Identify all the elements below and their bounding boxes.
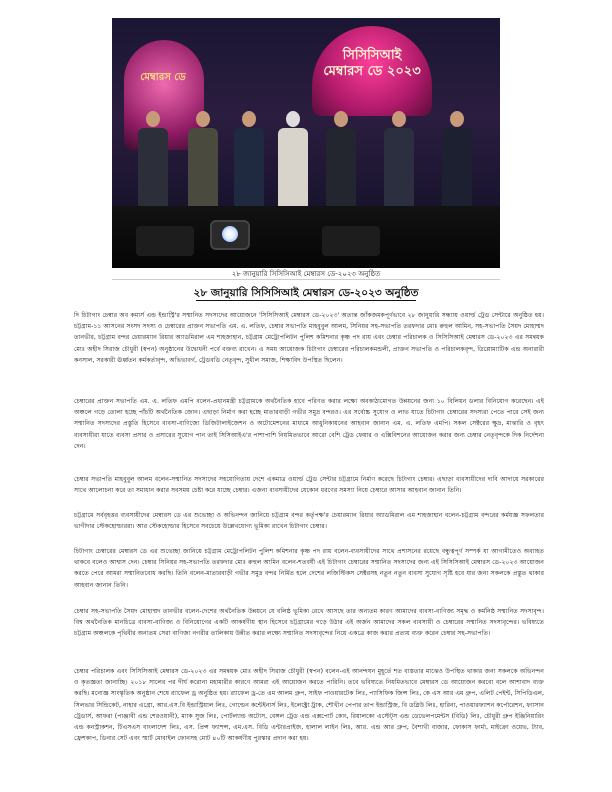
photo-caption: ২৮ জানুয়ারি সিসিসিআই মেম্বারস ডে-২০২৩ অনুষ্ঠিত bbox=[112, 268, 500, 280]
article-paragraph: চেম্বার পরিচালক এবং সিসিসিআই মেম্বারস ডে-২০২৩ এর সমন্বয়ক মোঃ অহীদ সিরাজ চৌধুরী (স্বপন) বলেন-এই আনন্দঘন মুহূর্তে শত ব্যস্ততার মাঝেও উপস্থিত থাকার জন্য সকলকে অভিনন্দন ও কৃতজ্ঞতা জানাচ্ছি। ২০১৮ সালের পর দীর্ঘ করোনা মহামারীর কারণে আমরা এই আয়োজন করতে পারিনি। তবে ভবিষ্যতে নিয়মিতভাবে মেম্বারস ডে আয়োজন করবো বলে আশাবাদ ব্যক্ত করছি। মনোজ্ঞ সাংস্কৃতিক অনুষ্ঠান শেষে র‍্যাফেল ড্র অনুষ্ঠিত হয়। র‍্যাফেল ড্র-তে এম আলম গ্রুপ, সাইফ পাওয়ারটেক লিঃ, প্যাসিফিক জিন্স লিঃ, কে এস আর এম গ্রুপ, এলিট পেইন্ট, সিপিডিএল, সিলভার সিন্ডিকেট, নাহার এগ্রো, আর.এস.বি ইন্ডাস্ট্রিয়াল লিঃ, গোল্ডেন কন্টেইনার্স লিঃ, ইলেক্ট্রো ট্রাক, শৌখীন পেপার তাপ ইন্ডাস্ট্রিজ, বি ডব্লিউ লিঃ, হারিনা, পাওয়ারফ্যাশন কর্পোরেশন, ফ্যাসান ট্রেডার্স, আফরা (পাঞ্জাবী এন্ড শেরওয়ানী), ম্যাক সুজ লিঃ, পোর্টল্যান্ড অটোস, বেঙ্গল ট্রেড এন্ড এক্সপোর্ট কোং, রিয়ালকো এস্টেট্‌স এন্ড ডেভেলপমেন্টস (বিডি) লিঃ, চৌধুরী গ্রুপ ইঞ্জিনিয়ারিং এন্ড কনস্ট্রাকশন, টিএসএস বাংলাদেশ লিঃ, এস. প্রিন্স ফ্যাশন্স, এম.এস. বিডি এন্টারপ্রাইজ, হালাল লাইন লিঃ, আর. এন্ড আর গ্রুপ, বৈশাখী বাজার, ফোকাস ফার্মা, মাইক্রো ওয়েভ, ট্যাব, ফ্রেশকাপ, ডিনার সেট এবং স্মার্ট মোবাইল ফোনসহ মোট ৪০টি আকর্ষণীয় পুরস্কার প্রদান করা হয়। bbox=[74, 668, 544, 743]
speaker-figure bbox=[278, 111, 308, 208]
article-paragraph: চেম্বারের প্রাক্তন সভাপতি এম. এ. লতিফ এমপি বলেন-প্রধানমন্ত্রী চট্টগ্রামকে অর্থনৈতিক হাবে পরিণত করার লক্ষ্যে অবকাঠামোগত উন্নয়নের জন্য ১০ বিলিয়ন ডলার বিনিয়োগ করেছেন। এই অঞ্চলে গড়ে তোলা হচ্ছে পাঁচটি অর্থনৈতিক জোন। এছাড়া নির্মাণ করা হচ্ছে মাতারবাড়ী গভীর সমুদ্র বন্দরও। এর সর্বোচ্চ সুযোগ ও লাভ যাতে চিটাগাং চেম্বারের সদস্যরা পেতে পারে সেই জন্য সম্মানিত সদস্যদের প্রস্তুতি হিসেবে ব্যবসা-বাণিজ্যে ডিজিটালাইজেশন ও অটোমেশনের মাধ্যমে আধুনিকায়নের আহবান জানান এম. এ. লতিফ এমপি। সকল সেক্টরের ক্ষুদ্র, মাঝারি ও বৃহৎ ব্যবসায়ীরা যাতে ব্যবসা প্রসার ও প্রসারের সুযোগ পান তাই সিসিআইএ'র পাশাপাশি নিয়মিতভাবে আরো বেশি ট্রেড ফেয়ার ও এক্সিবিশনের আয়োজন করার জন্য চেম্বার নেতৃবৃন্দকে দিক নির্দেশনা দেন। bbox=[74, 398, 544, 450]
article-title: ২৮ জানুয়ারি সিসিসিআই মেম্বারস ডে-২০২৩ অনুষ্ঠিত bbox=[193, 287, 419, 299]
article-paragraph: চিটাগাং চেম্বারের মেম্বারস ডে এর শুভেচ্ছা জানিয়ে চট্টগ্রাম মেট্রোপলিটন পুলিশ কমিশনার কৃষ্ণ পদ রায় বলেন-ব্যবসায়ীদের সাথে প্রশাসনের রয়েছে বন্ধুত্বপূর্ণ সম্পর্ক যা আগামীতেও অব্যাহত থাকবে বলেও আশ্বাস দেন। চেম্বার সিনিয়র সহ-সভাপতি তরফদার মোঃ রুহুল আমিন বলেন-শতবর্ষী এই চিটাগাং চেম্বারের সম্মানিত সদস্যদের জন্য এই সিসিসিআই মেম্বারস ডে-২০২৩ আয়োজন করতে পেরে আমরা সম্মানিতবোধ করছি। তিনি বলেন-মাতারবাড়ী গভীর সমুদ্র বন্দর নির্মিত হলে দেশের লজিস্টিকস সেক্টরসহ নতুন নতুন ব্যবসা সুযোগ সৃষ্টি হবে যার জন্য সকলকে প্রস্তুত থাকার আহবান জানান তিনি। bbox=[74, 548, 544, 589]
article-paragraph: চেম্বার সহ-সভাপতি সৈয়দ মোহাম্মদ তানভীর বলেন-দেশের অর্থনৈতিক উন্নয়নে যে বলিষ্ঠ ভূমিকা রেখে আসছে তার অন্যতম কারণ আমাদের ব্যবসা-বাণিজ্য সমৃদ্ধ ও কর্মনিষ্ঠ সম্মানিত সদস্যবৃন্দ। বিশ্ব অর্থনৈতিক মানচিত্রে ব্যবসা-বাণিজ্য ও বিনিয়োগের একটি আকর্ষণীয় স্থান হিসেবে চট্টগ্রামের গড়ে উঠার এই অর্জন আমাদের সকল ব্যবসায়ী ও চেম্বারের সম্মানিত সদস্যবৃন্দের। ভবিষ্যতে চট্টগ্রাম অঞ্চলকে পৃথিবীর অন্যতম সেরা বাণিজ্য নগরীর তালিকায় উন্নীত করার লক্ষ্যে সম্মানিত সদস্যবৃন্দের নিয়ে একত্রে কাজ করার প্রত্যয় ব্যক্ত করেন চেম্বার সহ-সভাপতি। bbox=[74, 608, 544, 638]
guest-figure bbox=[234, 111, 264, 208]
stage-light-lens bbox=[222, 226, 238, 242]
guest-figure bbox=[138, 111, 168, 208]
title-underline bbox=[196, 300, 416, 301]
event-photo bbox=[112, 18, 500, 268]
article-paragraph: চট্টগ্রামে সর্ববৃহত্তর ব্যবসায়ীদের মেম্বারস ডে এর শুভেচ্ছা ও অভিনন্দন জানিয়ে চট্টগ্রাম বন্দর কর্তৃপক্ষ'র চেয়ারম্যান রিয়ার অ্যাডমিরাল এম শাহজাহান বলেন-চট্টগ্রাম বন্দরের কর্মযজ্ঞ সফলতার ভাগীদার স্টেকহোল্ডাররা। আর স্টেকহোল্ডার হিসেবে সবচেয়ে উল্লেখযোগ্য ভূমিকা রাখেন চিটাগাং চেম্বার। bbox=[74, 512, 544, 531]
guest-figure bbox=[188, 111, 218, 208]
guest-figure bbox=[442, 111, 472, 208]
article-paragraph: চেম্বার সভাপতি মাহবুবুল আলম বলেন-সম্মানিত সদস্যদের সহযোগিতায় দেশে একমাত্র ওয়ার্ল্ড ট্রেড সেন্টার চট্টগ্রামে নির্মাণ করেছে চিটাগাং চেম্বার। এছাড়া ব্যবসায়ীদের দাবি আদায়ে সরকারের সাথে আলোচনা করে তা সমাধান করার সবসময় চেষ্টা করে যাচ্ছে চেম্বার। এজন্য ব্যবসায়ীদের যেকোন ধরণের সমস্যা নিয়ে চেম্বারে আসার আহবান জানান তিনি। bbox=[74, 476, 544, 495]
left-banner-text: মেম্বারস ডে bbox=[140, 72, 186, 83]
banner-text: সিসিসিআই মেম্বারস ডে ২০২৩ bbox=[323, 48, 421, 79]
guest-figure bbox=[326, 111, 356, 208]
stage-speaker bbox=[322, 226, 380, 256]
guest-figure bbox=[384, 111, 414, 208]
stage-speaker bbox=[136, 226, 194, 256]
article-paragraph: দি চিটাগাং চেম্বার অব কমার্স এন্ড ইন্ডাস্ট্রি'র সম্মানিত সদস্যদের আয়োজনে 'সিসিসিআই মেম্বারস ডে-২০২৩' অত্যন্ত জাঁকজমকপূর্ণভাবে ২৮ জানুয়ারি সন্ধ্যায় ওয়ার্ল্ড ট্রেড সেন্টারে অনুষ্ঠিত হয়। চট্টগ্রাম-১১ আসনের সংসদ সদস্য ও চেম্বারের প্রাক্তন সভাপতি এম. এ. লতিফ, চেম্বার সভাপতি মাহবুবুল আলম, সিনিয়র সহ-সভাপতি তরফদার মোঃ রুহুল আমিন, সহ-সভাপতি সৈয়দ মোহাম্মদ তানভীর, চট্টগ্রাম বন্দর চেয়ারম্যান রিয়ার অ্যাডমিরাল এম শাহজাহান, চট্টগ্রাম মেট্রোপলিটন পুলিশ কমিশনার কৃষ্ণ পদ রায় এবং চেম্বার পরিচালক ও সিসিসিআই মেম্বারস ডে-২০২৩ এর সমন্বয়ক মোঃ অহীদ সিরাজ চৌধুরী (স্বপন) অনুষ্ঠানের উদ্বোধনী পর্বে বক্তব্য রাখেন। এ সময় আয়োজক চিটাগাং চেম্বারের পরিচালকমন্ডলী, প্রাক্তন সভাপতি ও পরিচালকবৃন্দ, ডিপ্লোম্যাটিক এন্ড অনারারী কনসাল, সরকারী ঊর্ধ্বতন কর্মকর্তাবৃন্দ, অভিভাবর্গ, ট্রেডবডি নেতৃবৃন্দ, সুধীল সমাজ, শিক্ষাবিদ উপস্থিত ছিলেন। bbox=[74, 312, 544, 364]
